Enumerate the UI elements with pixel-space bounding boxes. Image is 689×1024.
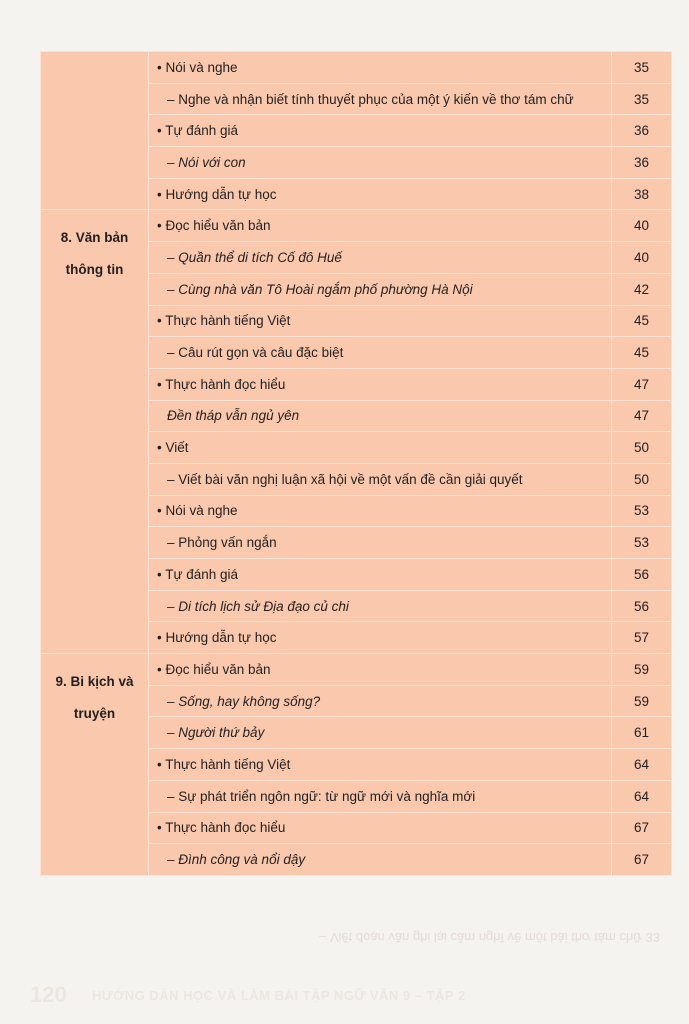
toc-section-title: • Hướng dẫn tự học bbox=[149, 622, 612, 654]
toc-page-number: 64 bbox=[612, 749, 672, 781]
table-of-contents bbox=[40, 51, 672, 876]
page-number: 120 bbox=[30, 982, 67, 1007]
toc-page-number: 56 bbox=[612, 559, 672, 591]
toc-page-number: 35 bbox=[612, 83, 672, 115]
toc-page-number: 57 bbox=[612, 622, 672, 654]
toc-page-number: 38 bbox=[612, 178, 672, 210]
toc-section-title: • Tự đánh giá bbox=[149, 559, 612, 591]
toc-page-number: 67 bbox=[612, 844, 672, 876]
toc-page-number: 36 bbox=[612, 147, 672, 179]
toc-entry-title: – Câu rút gọn và câu đặc biệt bbox=[149, 337, 612, 369]
toc-page-number: 47 bbox=[612, 400, 672, 432]
toc-entry-title: – Nói với con bbox=[149, 147, 612, 179]
toc-page-number: 67 bbox=[612, 812, 672, 844]
toc-section-title: • Thực hành tiếng Việt bbox=[149, 305, 612, 337]
toc-page-number: 47 bbox=[612, 368, 672, 400]
toc-entry-title: – Phỏng vấn ngắn bbox=[149, 527, 612, 559]
toc-page-number: 40 bbox=[612, 242, 672, 274]
toc-page-number: 59 bbox=[612, 685, 672, 717]
toc-page-number: 40 bbox=[612, 210, 672, 242]
toc-entry-title: – Đình công và nổi dậy bbox=[149, 844, 612, 876]
toc-entry-title: – Viết bài văn nghị luận xã hội về một vấn đề cần giải quyết bbox=[149, 463, 612, 495]
toc-section-title: • Đọc hiểu văn bản bbox=[149, 210, 612, 242]
toc-entry-title: – Người thứ bảy bbox=[149, 717, 612, 749]
toc-entry-title: – Nghe và nhận biết tính thuyết phục của một ý kiến về thơ tám chữ bbox=[149, 83, 612, 115]
toc-page-number: 64 bbox=[612, 780, 672, 812]
toc-row bbox=[41, 654, 672, 686]
toc-section-title: • Viết bbox=[149, 432, 612, 464]
toc-section-title: • Thực hành tiếng Việt bbox=[149, 749, 612, 781]
toc-entry-title: – Di tích lịch sử Địa đạo củ chi bbox=[149, 590, 612, 622]
toc-section-title: • Tự đánh giá bbox=[149, 115, 612, 147]
toc-body bbox=[41, 52, 672, 876]
toc-page-number: 35 bbox=[612, 52, 672, 84]
toc-entry-title: Đền tháp vẫn ngủ yên bbox=[149, 400, 612, 432]
toc-page-number: 45 bbox=[612, 337, 672, 369]
toc-page-number: 45 bbox=[612, 305, 672, 337]
toc-page-number: 53 bbox=[612, 495, 672, 527]
toc-page-number: 42 bbox=[612, 273, 672, 305]
toc-entry-title: – Sự phát triển ngôn ngữ: từ ngữ mới và nghĩa mới bbox=[149, 780, 612, 812]
toc-section-title: • Đọc hiểu văn bản bbox=[149, 654, 612, 686]
unit-title: 8. Văn bản thông tin bbox=[41, 210, 149, 654]
toc-entry-title: – Quần thể di tích Cố đô Huế bbox=[149, 242, 612, 274]
toc-page-number: 61 bbox=[612, 717, 672, 749]
toc-section-title: • Nói và nghe bbox=[149, 495, 612, 527]
toc-entry-title: – Sống, hay không sống? bbox=[149, 685, 612, 717]
toc-page-number: 36 bbox=[612, 115, 672, 147]
toc-section-title: • Hướng dẫn tự học bbox=[149, 178, 612, 210]
book-title: HƯỚNG DẪN HỌC VÀ LÀM BÀI TẬP NGỮ VĂN 9 – TẬP 2 bbox=[92, 988, 466, 1003]
toc-section-title: • Thực hành đọc hiểu bbox=[149, 812, 612, 844]
toc-page-number: 53 bbox=[612, 527, 672, 559]
toc-page-number: 56 bbox=[612, 590, 672, 622]
toc-row bbox=[41, 52, 672, 84]
toc-section-title: • Nói và nghe bbox=[149, 52, 612, 84]
toc-section-title: • Thực hành đọc hiểu bbox=[149, 368, 612, 400]
toc-entry-title: – Cùng nhà văn Tô Hoài ngắm phố phường Hà Nội bbox=[149, 273, 612, 305]
toc-page-number: 50 bbox=[612, 432, 672, 464]
unit-title bbox=[41, 52, 149, 210]
bleed-through-text: – Viết đoạn văn ghi lại cảm nghĩ về một bài thơ tám chữ 33 bbox=[319, 930, 660, 945]
unit-title: 9. Bi kịch và truyện bbox=[41, 654, 149, 876]
toc-page-number: 59 bbox=[612, 654, 672, 686]
toc-row bbox=[41, 210, 672, 242]
toc-page-number: 50 bbox=[612, 463, 672, 495]
